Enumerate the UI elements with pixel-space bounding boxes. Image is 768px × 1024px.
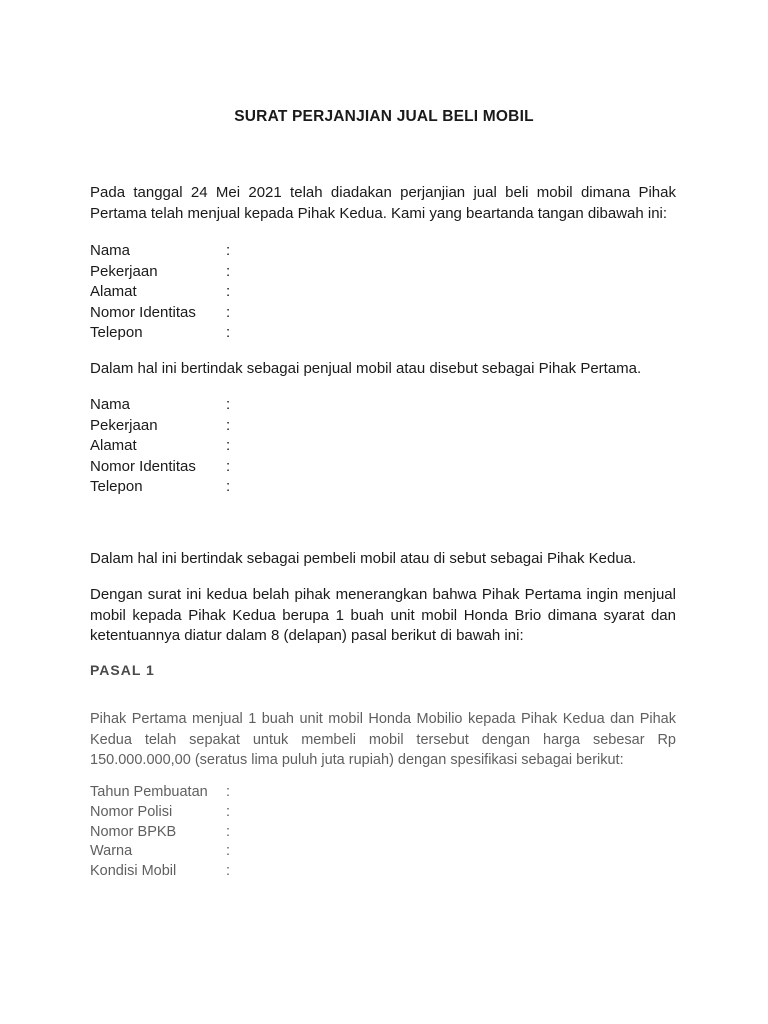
field-label: Alamat	[90, 437, 137, 454]
field-label: Telepon	[90, 478, 143, 495]
field-label: Nomor Polisi	[90, 803, 173, 820]
field-separator: :	[226, 242, 231, 259]
document-title: SURAT PERJANJIAN JUAL BELI MOBIL	[234, 108, 534, 125]
field-label: Nomor Identitas	[90, 457, 196, 475]
field-separator: :	[226, 324, 231, 341]
party1-role-text: Dalam hal ini bertindak sebagai penjual mobil atau disebut sebagai Pihak Pertama.	[90, 360, 642, 377]
field-separator: :	[226, 396, 231, 413]
field-label: Nama	[90, 396, 131, 413]
field-separator: :	[226, 478, 231, 495]
pasal-1-heading: PASAL 1	[90, 662, 155, 678]
field-separator: :	[226, 283, 231, 300]
intro-paragraph: Pada tanggal 24 Mei 2021 telah diadakan perjanjian jual beli mobil dimana Pihak Pertama telah menjual kepada Pihak Kedua. Kami yang beartanda tangan dibawah ini:	[90, 184, 676, 222]
field-separator: :	[226, 784, 231, 800]
field-separator: :	[226, 416, 231, 434]
field-label: Nomor Identitas	[90, 303, 196, 321]
field-separator: :	[226, 457, 231, 475]
field-label: Tahun Pembuatan	[90, 784, 208, 800]
field-separator: :	[226, 303, 231, 321]
field-label: Pekerjaan	[90, 416, 158, 434]
field-separator: :	[226, 823, 231, 840]
field-label: Nama	[90, 242, 131, 259]
statement-paragraph: Dengan surat ini kedua belah pihak menerangkan bahwa Pihak Pertama ingin menjual mobil kepada Pihak Kedua berupa 1 buah unit mobil Honda Brio dimana syarat dan ketentuannya diatur dalam 8 (delapan) pasal berikut di bawah ini:	[90, 586, 676, 644]
field-label: Telepon	[90, 324, 143, 341]
field-separator: :	[226, 843, 231, 860]
field-label: Nomor BPKB	[90, 823, 177, 840]
field-label: Pekerjaan	[90, 262, 158, 280]
field-separator: :	[226, 803, 231, 820]
field-separator: :	[226, 863, 231, 880]
party2-role-text: Dalam hal ini bertindak sebagai pembeli mobil atau di sebut sebagai Pihak Kedua.	[90, 550, 637, 567]
field-separator: :	[226, 437, 231, 454]
field-label: Warna	[90, 843, 133, 860]
field-label: Kondisi Mobil	[90, 863, 177, 880]
field-label: Alamat	[90, 283, 137, 300]
pasal-1-paragraph: Pihak Pertama menjual 1 buah unit mobil Honda Mobilio kepada Pihak Kedua dan Pihak Kedua telah sepakat untuk membeli mobil tersebut dengan harga sebesar Rp 150.000.000,00 (seratus lima puluh juta rupiah) dengan spesifikasi sebagai berikut:	[90, 711, 676, 768]
field-separator: :	[226, 262, 231, 280]
